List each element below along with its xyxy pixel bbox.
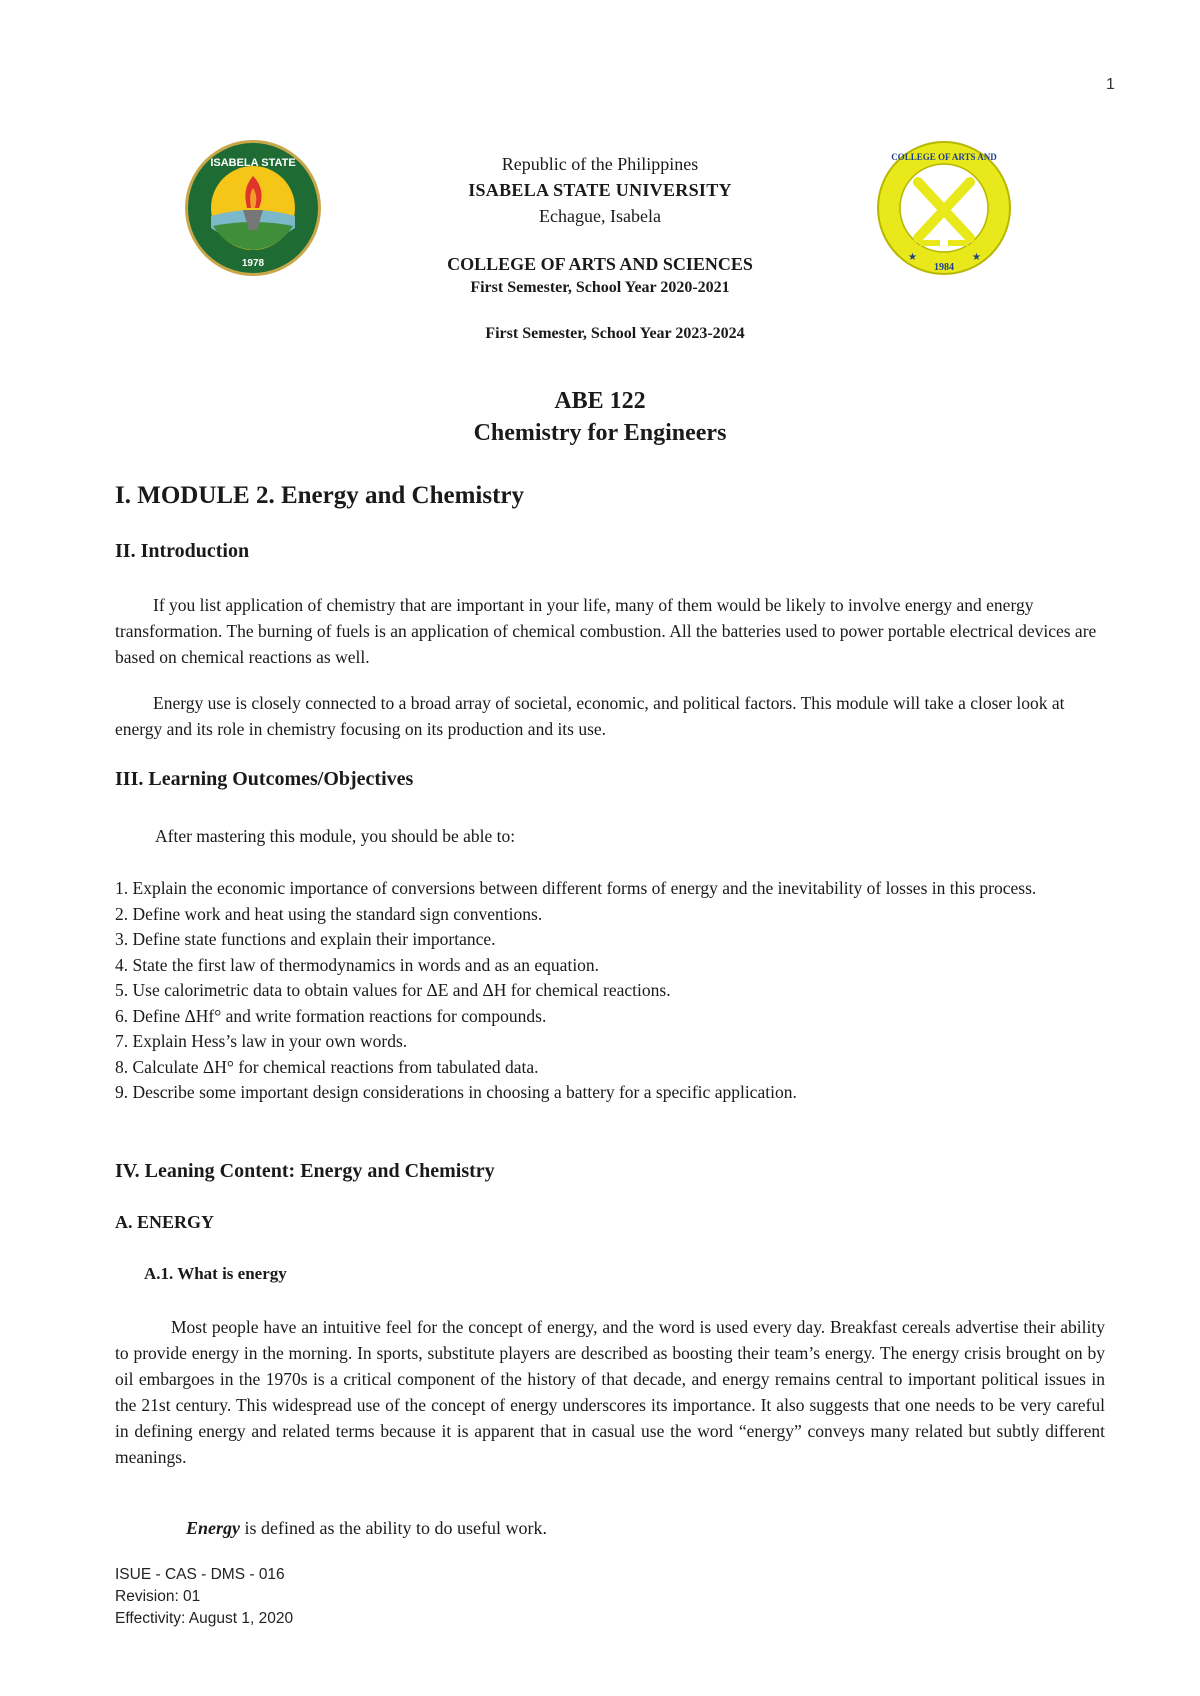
document-code: ISUE - CAS - DMS - 016 [115,1566,285,1583]
objective-item: 8. Calculate ΔH° for chemical reactions from tabulated data. [115,1056,539,1077]
svg-text:★: ★ [972,252,981,263]
introduction-heading: II. Introduction [115,540,250,562]
content-heading: IV. Leaning Content: Energy and Chemistry [115,1160,495,1182]
course-code: ABE 122 [554,388,646,414]
svg-text:ISABELA STATE: ISABELA STATE [210,157,296,169]
objective-item: 6. Define ΔHf° and write formation reactions for compounds. [115,1005,547,1026]
outcomes-lead: After mastering this module, you should be able to: [155,826,516,846]
svg-text:1978: 1978 [241,258,265,269]
objectives-list [115,876,1115,1106]
svg-text:★: ★ [908,252,917,263]
introduction-paragraph-1: If you list application of chemistry that are important in your life, many of them would be likely to involve energy and energy transformation. The burning of fuels is an application of chemical combustion. All the batteries used to power portable electrical devices are based on chemical reactions as well. [115,595,1097,667]
introduction-paragraph-2: Energy use is closely connected to a broad array of societal, economic, and political factors. This module will take a closer look at energy and its role in chemistry focusing on its production and its use. [115,693,1065,739]
objective-item: 7. Explain Hess’s law in your own words. [115,1031,408,1051]
objective-item: 3. Define state functions and explain their importance. [115,929,496,949]
header-semester-2: First Semester, School Year 2023-2024 [485,325,745,342]
svg-text:1984: 1984 [934,262,954,273]
objective-item: 4. State the first law of thermodynamics in words and as an equation. [115,954,600,975]
energy-paragraph: Most people have an intuitive feel for the concept of energy, and the word is used every day. Breakfast cereals advertise their ability to provide energy in the morning. In sports, substitute players are described as boosting their team’s energy. The energy crisis brought on by oil embargoes in the 1970s is a critical component of the history of that decade, and energy remains central to important political issues in the 21st century. This widespread use of the concept of energy underscores its importance. It also suggests that one needs to be very careful in defining energy and related terms because it is apparent that in casual use the word “energy” conveys many related but subtly different meanings. [115,1317,1105,1467]
definition-term: Energy [186,1518,240,1538]
objective-item: 9. Describe some important design considerations in choosing a battery for a specific application. [115,1082,797,1102]
objective-item: 1. Explain the economic importance of conversions between different forms of energy and the inevitability of losses in this process. [115,878,1037,898]
document-effectivity: Effectivity: August 1, 2020 [115,1610,294,1627]
energy-heading: A. ENERGY [115,1212,215,1232]
isabela-state-university-seal-icon [183,138,323,278]
page-number: 1 [1106,76,1115,93]
course-title: Chemistry for Engineers [473,420,727,446]
header-republic: Republic of the Philippines [501,154,699,174]
objective-item: 5. Use calorimetric data to obtain values for ΔE and ΔH for chemical reactions. [115,980,671,1000]
header-college: COLLEGE OF ARTS AND SCIENCES [447,254,753,274]
college-of-arts-and-sciences-seal-icon [874,138,1014,278]
header-location: Echague, Isabela [539,206,661,226]
objective-item: 2. Define work and heat using the standard sign conventions. [115,903,543,924]
document-footer [115,1564,293,1630]
outcomes-heading: III. Learning Outcomes/Objectives [115,768,414,790]
header-university: ISABELA STATE UNIVERSITY [468,180,732,200]
module-heading: I. MODULE 2. Energy and Chemistry [115,482,525,509]
document-revision: Revision: 01 [115,1588,201,1605]
svg-text:COLLEGE OF ARTS AND: COLLEGE OF ARTS AND [891,152,997,162]
what-is-energy-heading: A.1. What is energy [144,1264,287,1283]
energy-definition: Energy is defined as the ability to do useful work. [186,1518,547,1538]
header-semester-1: First Semester, School Year 2020-2021 [470,279,730,296]
